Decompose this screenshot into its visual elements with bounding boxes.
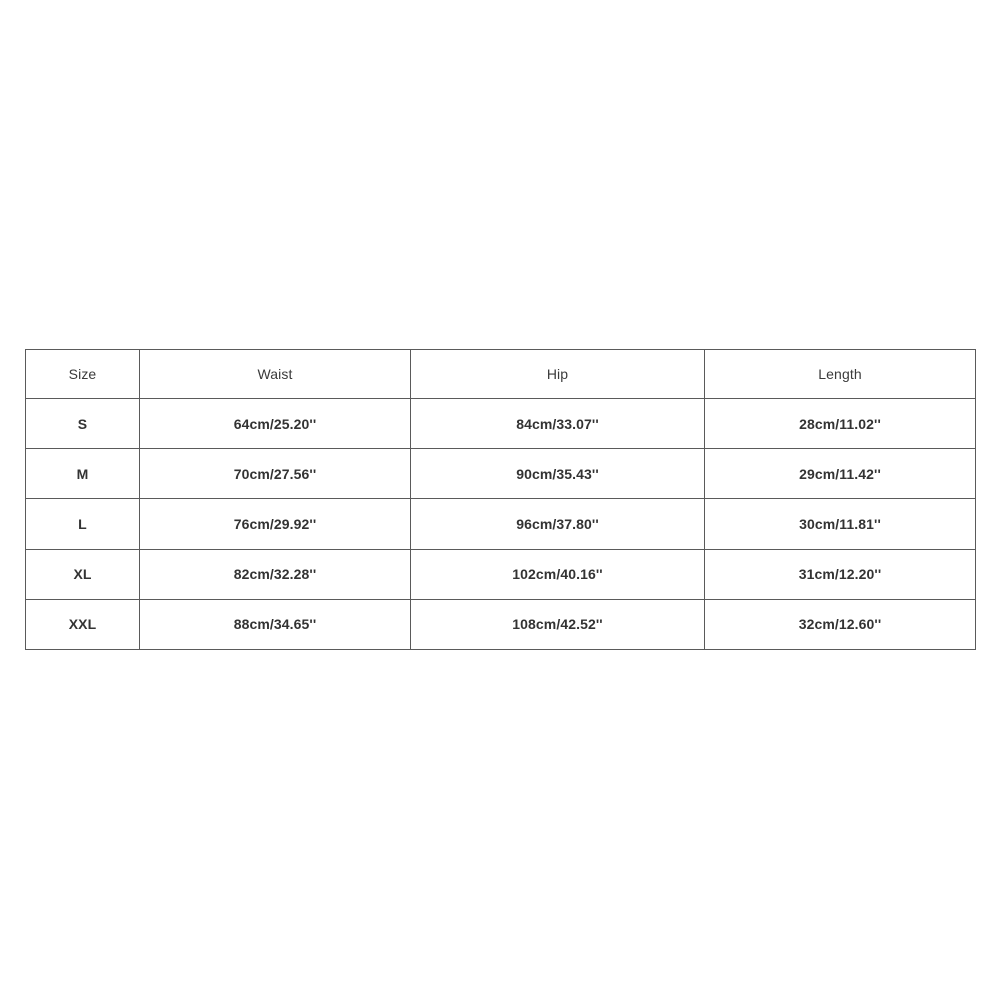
cell-length: 30cm/11.81'' [705,499,976,549]
cell-waist: 70cm/27.56'' [140,449,411,499]
cell-hip: 108cm/42.52'' [411,599,705,649]
cell-hip: 102cm/40.16'' [411,549,705,599]
cell-waist: 82cm/32.28'' [140,549,411,599]
header-size: Size [26,350,140,399]
table-row [26,399,976,449]
cell-length: 28cm/11.02'' [705,399,976,449]
cell-size: XXL [26,599,140,649]
cell-waist: 64cm/25.20'' [140,399,411,449]
cell-waist: 88cm/34.65'' [140,599,411,649]
table-row [26,449,976,499]
cell-size: L [26,499,140,549]
cell-hip: 84cm/33.07'' [411,399,705,449]
cell-length: 31cm/12.20'' [705,549,976,599]
header-length: Length [705,350,976,399]
cell-length: 29cm/11.42'' [705,449,976,499]
header-waist: Waist [140,350,411,399]
cell-size: M [26,449,140,499]
cell-length: 32cm/12.60'' [705,599,976,649]
cell-hip: 90cm/35.43'' [411,449,705,499]
table-row [26,499,976,549]
table-row [26,599,976,649]
header-hip: Hip [411,350,705,399]
cell-hip: 96cm/37.80'' [411,499,705,549]
cell-waist: 76cm/29.92'' [140,499,411,549]
size-chart-table [25,349,976,650]
table-row [26,549,976,599]
cell-size: S [26,399,140,449]
table-header-row [26,350,976,399]
cell-size: XL [26,549,140,599]
